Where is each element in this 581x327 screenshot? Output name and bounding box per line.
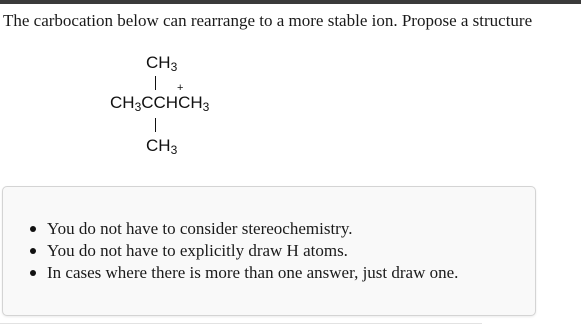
instruction-text: In cases where there is more than one answer, just draw one. [47,263,459,282]
instruction-text: You do not have to consider stereochemistry. [47,219,353,238]
left-methyl-subscript: 3 [134,100,142,114]
top-methyl-main: CH [146,53,171,72]
bullet-icon [30,270,36,276]
instructions-box [2,186,536,316]
positive-charge: + [177,82,184,94]
question-text: The carbocation below can rearrange to a more stable ion. Propose a structure [3,11,533,30]
top-divider [0,0,581,4]
chain-main: CCHCH [141,93,203,112]
bullet-icon [30,248,36,254]
top-bond [155,76,156,90]
bottom-methyl-subscript: 3 [170,143,178,157]
bullet-icon [30,226,36,232]
chain-subscript: 3 [202,100,210,114]
left-methyl-main: CH [110,93,135,112]
instructions-list [47,218,458,284]
instruction-item [47,218,458,240]
bottom-divider [0,323,482,324]
instruction-text: You do not have to explicitly draw H atoms. [47,241,348,260]
bottom-methyl-main: CH [146,136,171,155]
instruction-item [47,262,458,284]
instruction-item [47,240,458,262]
carbocation-structure [100,48,270,168]
bottom-bond [155,118,156,132]
top-methyl-group [146,53,177,74]
bottom-methyl-group [146,136,177,157]
main-chain [110,93,209,114]
top-methyl-subscript: 3 [170,60,178,74]
